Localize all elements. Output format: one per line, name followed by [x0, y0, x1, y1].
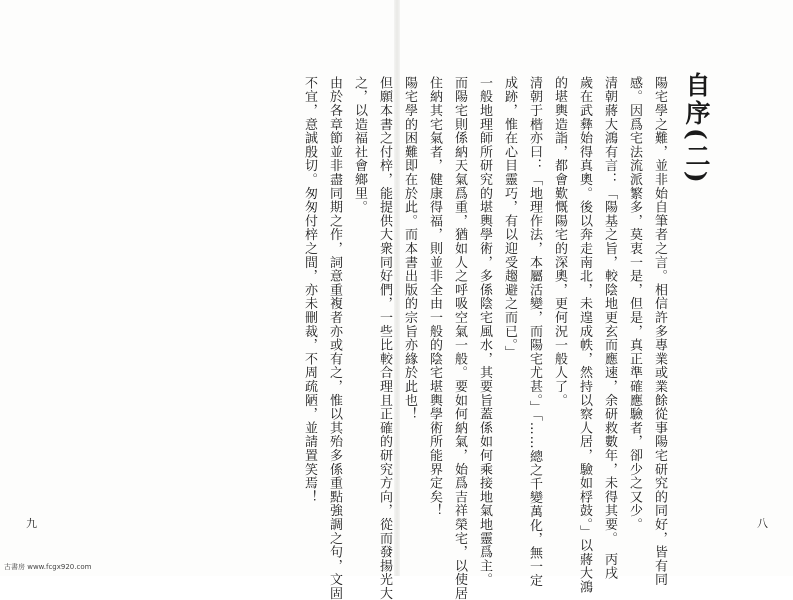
text-column-15: 不宜，意誠殷切。匆匆付梓之間，亦未刪裁，不周疏陋，並請置笑焉！ — [302, 76, 317, 504]
book-gutter — [394, 0, 400, 576]
page-number-left: 九 — [26, 517, 37, 530]
text-column-8: 一般地理師所研究的堪輿學術，多係陰宅風水，其要旨蓋係如何乘接地氣地靈爲主。 — [477, 76, 492, 587]
text-column-2: 感。因爲宅法流派繁多，莫衷一是，但是，真正準確應驗者，卻少之又少。 — [627, 76, 642, 532]
text-column-13: 之，以造福社會鄉里。 — [352, 76, 367, 214]
text-column-11: 陽宅學的困難即在於此。而本書出版的宗旨亦緣於此也！ — [402, 76, 417, 421]
text-column-6: 清朝于楷亦曰：「地理作法，本屬活變，而陽宅尤甚。」「……總之千變萬化，無一定 — [527, 76, 542, 588]
text-column-10: 住納其宅氣者，健康得福，則並非全由一般的陰宅堪輿學術所能界定矣！ — [427, 76, 442, 518]
text-column-7: 成跡，惟在心目靈巧，有以迎受趨避之而已。」 — [502, 76, 517, 360]
text-column-3: 清朝蔣大鴻有言：「陽基之旨，較陰地更玄而應速，余研救數年，未得其要。 丙戌 — [602, 76, 617, 581]
text-column-4: 歲在武彝始得真奧。後以奔走南北，未遑成帙，然持以察人居，驗如桴鼓。」以蔣大鴻 — [577, 76, 592, 594]
page-number-right: 八 — [757, 517, 768, 530]
text-column-9: 而陽宅則係納天氣爲重，猶如人之呼吸空氣一般。要如何納氣，始爲吉祥榮宅，以使居 — [452, 76, 467, 600]
page-title: 自序(二) — [682, 72, 711, 186]
site-watermark: 古書房 www.fcgx920.com — [4, 563, 92, 571]
text-column-5: 的堪輿造詣，都會歎慨陽宅的深奧，更何況一般人了。 — [552, 76, 567, 408]
text-column-14: 由於各章節並非盡同期之作，詞意重複者亦或有之，惟以其殆多係重點強調之句，文固 — [327, 76, 342, 600]
text-column-12: 但願本書之付梓，能提供大衆同好們，一些比較合理且正確的研究方向，從而發揚光大 — [377, 76, 392, 600]
text-column-1: 陽宅學之難，並非始自筆者之言。相信許多專業或業餘從事陽宅研究的同好，皆有同 — [652, 76, 667, 587]
